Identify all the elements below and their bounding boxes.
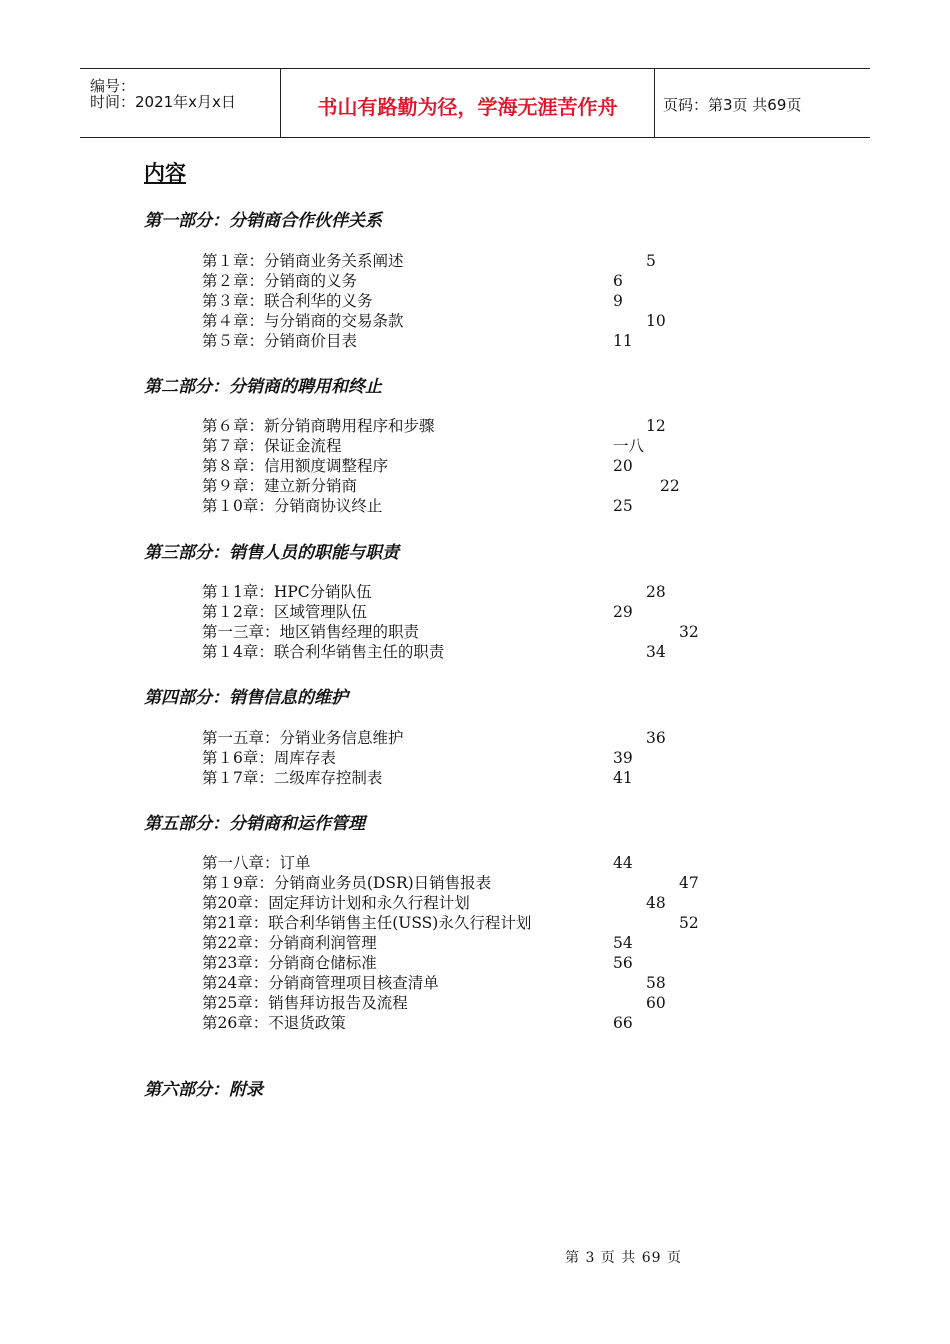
toc-page-number: 56	[613, 954, 633, 972]
toc-page-number: 47	[679, 874, 699, 892]
page-header	[80, 68, 870, 138]
header-motto: 书山有路勤为径，学海无涯苦作舟	[317, 95, 618, 119]
part-title: 第二部分：分销商的聘用和终止	[144, 377, 382, 397]
toc-page-number: 22	[660, 477, 680, 495]
toc-page-number: 29	[613, 603, 633, 621]
toc-page-number: 一八	[613, 437, 645, 455]
toc-page-number: 11	[613, 332, 633, 350]
toc-title: 内容	[144, 161, 186, 185]
toc-chapter-entry[interactable]: 第23章：分销商仓储标准	[202, 954, 377, 972]
toc-page-number: 39	[613, 749, 633, 767]
toc-chapter-entry[interactable]: 第22章：分销商利润管理	[202, 934, 377, 952]
header-page-cell	[653, 69, 870, 137]
toc-chapter-entry[interactable]: 第20章：固定拜访计划和永久行程计划	[202, 894, 470, 912]
toc-page-number: 36	[646, 729, 666, 747]
toc-page-number: 28	[646, 583, 666, 601]
toc-chapter-entry[interactable]: 第１0章：分销商协议终止	[202, 497, 383, 515]
toc-chapter-entry[interactable]: 第１6章：周库存表	[202, 749, 336, 767]
part-title: 第一部分：分销商合作伙伴关系	[144, 211, 382, 231]
toc-page-number: 9	[613, 292, 623, 310]
toc-page-number: 5	[646, 252, 656, 270]
part-title: 第四部分：销售信息的维护	[144, 688, 348, 708]
toc-chapter-entry[interactable]: 第一三章：地区销售经理的职责	[202, 623, 420, 641]
header-page-number: 页码：第3页 共69页	[663, 96, 802, 114]
toc-page-number: 34	[646, 643, 666, 661]
toc-chapter-entry[interactable]: 第３章：联合利华的义务	[202, 292, 373, 310]
toc-page-number: 6	[613, 272, 623, 290]
toc-chapter-entry[interactable]: 第21章：联合利华销售主任(USS)永久行程计划	[202, 914, 532, 932]
toc-page-number: 41	[613, 769, 633, 787]
toc-chapter-entry[interactable]: 第６章：新分销商聘用程序和步骤	[202, 417, 435, 435]
toc-page-number: 54	[613, 934, 633, 952]
part-title: 第六部分：附录	[144, 1080, 263, 1100]
toc-page-number: 66	[613, 1014, 633, 1032]
toc-chapter-entry[interactable]: 第９章：建立新分销商	[202, 477, 358, 495]
toc-chapter-entry[interactable]: 第24章：分销商管理项目核查清单	[202, 974, 439, 992]
toc-chapter-entry[interactable]: 第１1章：HPC分销队伍	[202, 583, 372, 601]
toc-chapter-entry[interactable]: 第26章：不退货政策	[202, 1014, 346, 1032]
toc-chapter-entry[interactable]: 第25章：销售拜访报告及流程	[202, 994, 408, 1012]
toc-page-number: 58	[646, 974, 666, 992]
toc-page-number: 44	[613, 854, 633, 872]
header-meta	[80, 69, 280, 137]
toc-page-number: 48	[646, 894, 666, 912]
toc-chapter-entry[interactable]: 第７章：保证金流程	[202, 437, 342, 455]
toc-page-number: 20	[613, 457, 633, 475]
toc-chapter-entry[interactable]: 第４章：与分销商的交易条款	[202, 312, 404, 330]
part-title: 第三部分：销售人员的职能与职责	[144, 543, 399, 563]
toc-chapter-entry[interactable]: 第１2章：区域管理队伍	[202, 603, 367, 621]
page-footer: 第 3 页 共 69 页	[565, 1250, 682, 1266]
toc-chapter-entry[interactable]: 第１7章：二级库存控制表	[202, 769, 383, 787]
document-time-label: 时间：2021年x月x日	[90, 93, 236, 111]
toc-page-number: 12	[646, 417, 666, 435]
toc-chapter-entry[interactable]: 第５章：分销商价目表	[202, 332, 358, 350]
toc-page-number: 32	[679, 623, 699, 641]
toc-chapter-entry[interactable]: 第一五章：分销业务信息维护	[202, 729, 404, 747]
toc-page-number: 25	[613, 497, 633, 515]
document-number-label: 编号：	[90, 77, 136, 95]
toc-page-number: 10	[646, 312, 666, 330]
toc-chapter-entry[interactable]: 第１4章：联合利华销售主任的职责	[202, 643, 445, 661]
toc-page-number: 52	[679, 914, 699, 932]
toc-chapter-entry[interactable]: 第２章：分销商的义务	[202, 272, 358, 290]
part-title: 第五部分：分销商和运作管理	[144, 814, 365, 834]
toc-chapter-entry[interactable]: 第１章：分销商业务关系阐述	[202, 252, 404, 270]
toc-chapter-entry[interactable]: 第一八章：订单	[202, 854, 311, 872]
header-motto-cell	[280, 69, 655, 137]
toc-page-number: 60	[646, 994, 666, 1012]
toc-chapter-entry[interactable]: 第８章：信用额度调整程序	[202, 457, 389, 475]
toc-chapter-entry[interactable]: 第１9章：分销商业务员(DSR)日销售报表	[202, 874, 492, 892]
